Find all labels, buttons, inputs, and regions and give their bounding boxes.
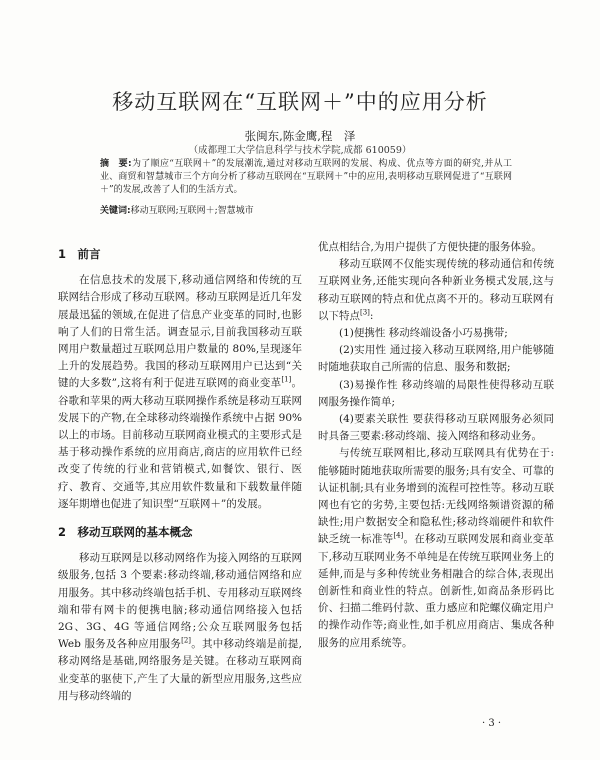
paper-title: 移动互联网在“互联网＋”中的应用分析 [112, 90, 488, 114]
abstract-label: 摘 要: [100, 159, 132, 169]
comparison-paragraph [318, 445, 554, 651]
abstract [100, 158, 512, 197]
section-heading-intro: 1 前言 [58, 247, 101, 261]
citation-ref: [3] [360, 308, 370, 317]
concept-text-tail: 。其中移动终端是前提,移动网络是基础,网络服务是关键。在移动互联网商业变革的驱使下,产生了大量的新型应用服务,这些应用与移动终端的 [58, 638, 302, 702]
page-number: · 3 · [482, 718, 502, 729]
comparison-text-tail: 。在移动互联网发展和商业变革下,移动互联网业务不单纯是在传统互联网业务上的延伸,而是与多种传统业务相融合的综合体,表现出创新性和商业性的特点。创新性,如商品条形码比价、扫描二维码付款、重力感应和陀螺仪确定用户的操作动作等;商业性,如手机应用商店、集成各种服务的应用系统等。 [318, 533, 554, 649]
keywords-label: 关键词: [100, 206, 131, 216]
left-column [58, 240, 302, 705]
intro-paragraph [58, 272, 302, 513]
abstract-text: 为了顺应“互联网＋”的发展潮流,通过对移动互联网的发展、构成、优点等方面的研究,并从工业、商贸和智慧城市三个方向分析了移动互联网在“互联网＋”中的应用,表明移动互联网促进了“互联网＋”的发展,改善了人们的生活方式。 [100, 159, 512, 195]
intro-text: 在信息技术的发展下,移动通信网络和传统的互联网结合形成了移动互联网。移动互联网是近几年发展最迅猛的领域,在促进了信息产业变革的同时,也影响了人们的日常生活。调查显示,目前我国移动互联网用户数量超过互联网总用户数量的 80%,呈现逐年上升的发展趋势。我国的移动互联网用户已达到“关键的大多数”,这将有利于促进互联网的商业变革 [58, 274, 302, 390]
features-intro-tail: : [369, 309, 374, 322]
concept-paragraph [58, 550, 302, 705]
features-intro-paragraph [318, 256, 554, 325]
keywords [100, 203, 512, 216]
keywords-text: 移动互联网;互联网＋;智慧城市 [130, 206, 254, 216]
feature-item: (4)要素关联性 要获得移动互联网服务必须同时具备三要素:移动终端、接入网络和移动业务。 [318, 413, 554, 443]
feature-item: (2)实用性 通过接入移动互联网络,用户能够随时随地获取自己所需的信息、服务和数据; [318, 344, 554, 374]
affiliation: （成都理工大学信息科学与技术学院,成都 610059） [188, 145, 412, 156]
citation-ref: [4] [393, 531, 404, 540]
authors: 张闽东,陈金鹰,程 泽 [244, 129, 356, 143]
feature-item: (1)便携性 移动终端设备小巧易携带; [339, 327, 508, 340]
citation-ref: [1] [281, 375, 292, 384]
citation-ref: [2] [181, 636, 192, 645]
right-column [318, 239, 554, 652]
continued-paragraph: 优点相结合,为用户提供了方便快捷的服务体验。 [318, 241, 542, 253]
intro-text-tail: 。谷歌和苹果的两大移动互联网操作系统是移动互联网发展下的产物,在全球移动终端操作系统中占据 90%以上的市场。目前移动互联网商业模式的主要形式是基于移动操作系统的应用商店,商店的应用软件已经改变了传统的行业和营销模式,如餐饮、银行、医疗、教育、交通等,其应用软件数量和下载数量伴随逐年期增也促进了知识型“互联网＋”的发展。 [58, 377, 302, 510]
section-heading-concept: 2 移动互联网的基本概念 [58, 525, 193, 540]
features-intro-text: 移动互联网不仅能实现传统的移动通信和传统互联网业务,还能实现向各种新业务模式发展,这与移动互联网的特点和优点离不开的。移动互联网有以下特点 [318, 258, 554, 322]
concept-text: 移动互联网是以移动网络作为接入网络的互联网级服务,包括 3 个要素:移动终端,移动通信网络和应用服务。其中移动终端包括手机、专用移动互联网终端和带有网卡的便携电脑;移动通信网络接入包括 2G、3G、4G 等通信网络;公众互联网服务包括 Web 服务及各种应用服务 [58, 552, 302, 651]
comparison-text: 与传统互联网相比,移动互联网具有优势在于:能够随时随地获取所需要的服务;具有安全、可靠的认证机制;具有业务增到的流程可控性等。移动互联网也有它的劣势,主要包括:无线网络频谱资源的稀缺性;用户数据安全和隐私性;移动终端硬件和软件缺乏统一标准等 [318, 447, 554, 546]
feature-item: (3)易操作性 移动终端的局限性使得移动互联网服务操作简单; [318, 378, 554, 408]
